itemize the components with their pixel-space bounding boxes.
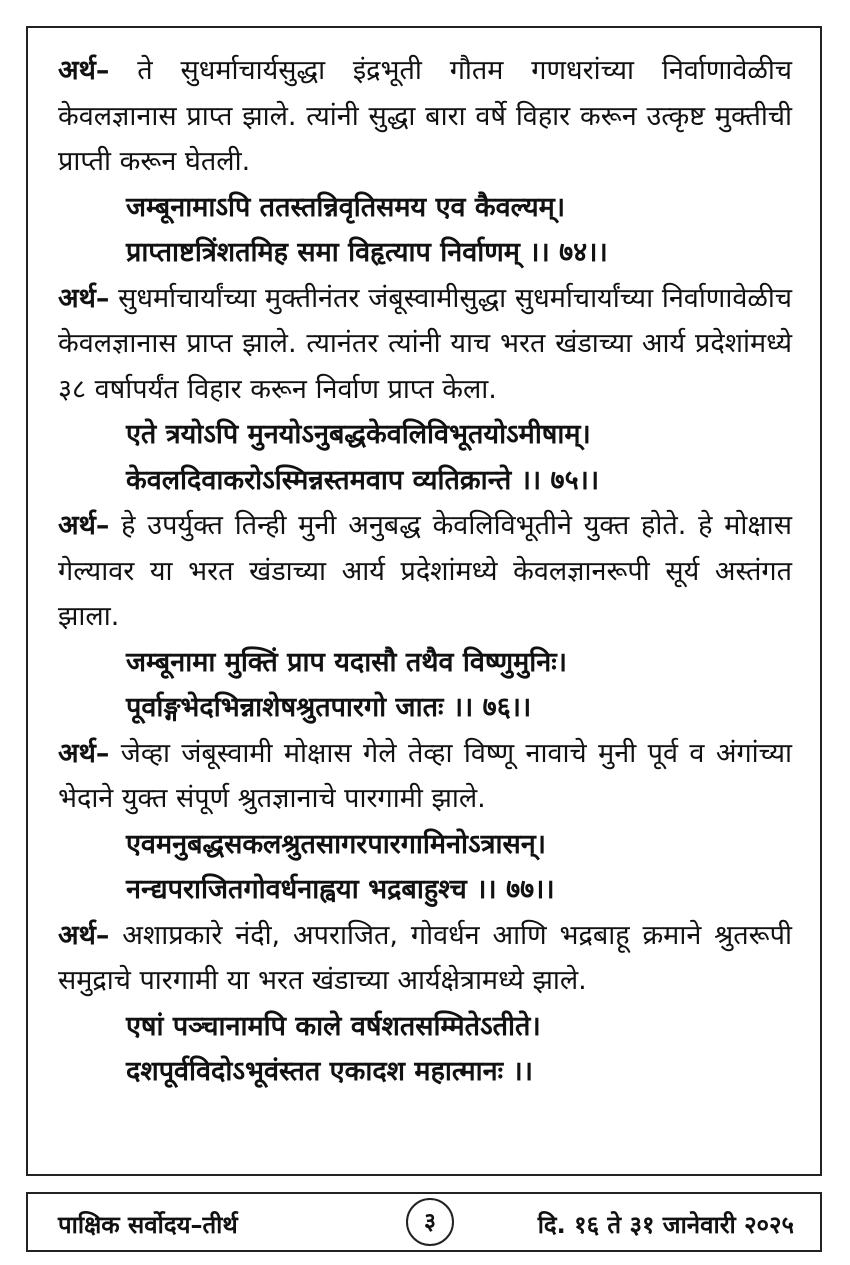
- publication-name: पाक्षिक सर्वोदय–तीर्थ: [58, 1211, 238, 1239]
- verse-line: जम्बूनामा मुक्तिं प्राप यदासौ तथैव विष्णुमुनिः।: [126, 646, 567, 678]
- meaning-text: हे उपर्युक्त तिन्ही मुनी अनुबद्ध केवलिविभूतीने युक्त होते. हे मोक्षास गेल्यावर या भरत खंडाच्या आर्य प्रदेशांमध्ये केवलज्ञानरूपी सूर्य अस्तंगत झाला.: [58, 510, 792, 632]
- verse-line: दशपूर्वविदोऽभूवंस्तत एकादश महात्मानः ।।: [126, 1056, 533, 1087]
- meaning-label: अर्थ–: [58, 919, 110, 951]
- page-footer: [26, 1192, 822, 1252]
- verse-line: एते त्रयोऽपि मुनयोऽनुबद्धकेवलिविभूतयोऽमीषाम्।: [126, 419, 591, 450]
- issue-date: दि. १६ ते ३१ जानेवारी २०२५: [537, 1211, 794, 1239]
- meaning-text: जेव्हा जंबूस्वामी मोक्षास गेले तेव्हा विष्णू नावाचे मुनी पूर्व व अंगांच्या भेदाने युक्त संपूर्ण श्रुतज्ञानाचे पारगामी झाले.: [58, 737, 792, 814]
- verse-line: जम्बूनामाऽपि ततस्तन्निवृतिसमय एव कैवल्यम्।: [126, 191, 566, 223]
- page-number: ३: [406, 1198, 454, 1246]
- meaning-paragraph: [58, 276, 792, 413]
- page-content-frame: [26, 26, 822, 1176]
- verse-line: केवलदिवाकरोऽस्मिन्नस्तमवाप व्यतिक्रान्ते ।। ७५।।: [126, 464, 600, 496]
- verse-line: एषां पञ्चानामपि काले वर्षशतसम्मितेऽतीते।: [126, 1010, 541, 1042]
- meaning-paragraph: [58, 913, 792, 1004]
- verse-line: प्राप्ताष्टत्रिंशतमिह समा विहृत्याप निर्वाणम् ।। ७४।।: [126, 237, 608, 268]
- verse-line: पूर्वाङ्गभेदभिन्नाशेषश्रुतपारगो जातः ।। ७६।।: [126, 692, 532, 723]
- meaning-paragraph: [58, 731, 792, 822]
- verse-line: नन्द्यपराजितगोवर्धनाह्वया भद्रबाहुश्च ।। ७७।।: [126, 874, 555, 905]
- meaning-label: अर्थ–: [58, 510, 110, 541]
- meaning-paragraph: [58, 48, 792, 185]
- meaning-paragraph: [58, 503, 792, 640]
- meaning-label: अर्थ–: [58, 737, 110, 769]
- meaning-text: अशाप्रकारे नंदी, अपराजित, गोवर्धन आणि भद्रबाहू क्रमाने श्रुतरूपी समुद्राचे पारगामी या भरत खंडाच्या आर्यक्षेत्रामध्ये झाले.: [58, 919, 792, 996]
- verse-line: एवमनुबद्धसकलश्रुतसागरपारगामिनोऽत्रासन्।: [126, 828, 547, 860]
- meaning-text: सुधर्माचार्यांच्या मुक्तीनंतर जंबूस्वामीसुद्धा सुधर्माचार्यांच्या निर्वाणावेळीच केवलज्ञानास प्राप्त झाले. त्यानंतर त्यांनी याच भरत खंडाच्या आर्य प्रदेशांमध्ये ३८ वर्षापर्यंत विहार करून निर्वाण प्राप्त केला.: [58, 282, 792, 405]
- meaning-label: अर्थ–: [58, 282, 110, 314]
- meaning-label: अर्थ–: [58, 55, 110, 86]
- meaning-text: ते सुधर्माचार्यसुद्धा इंद्रभूती गौतम गणधरांच्या निर्वाणावेळीच केवलज्ञानास प्राप्त झाले. त्यांनी सुद्धा बारा वर्षे विहार करून उत्कृष्ट मुक्तीची प्राप्ती करून घेतली.: [58, 55, 792, 177]
